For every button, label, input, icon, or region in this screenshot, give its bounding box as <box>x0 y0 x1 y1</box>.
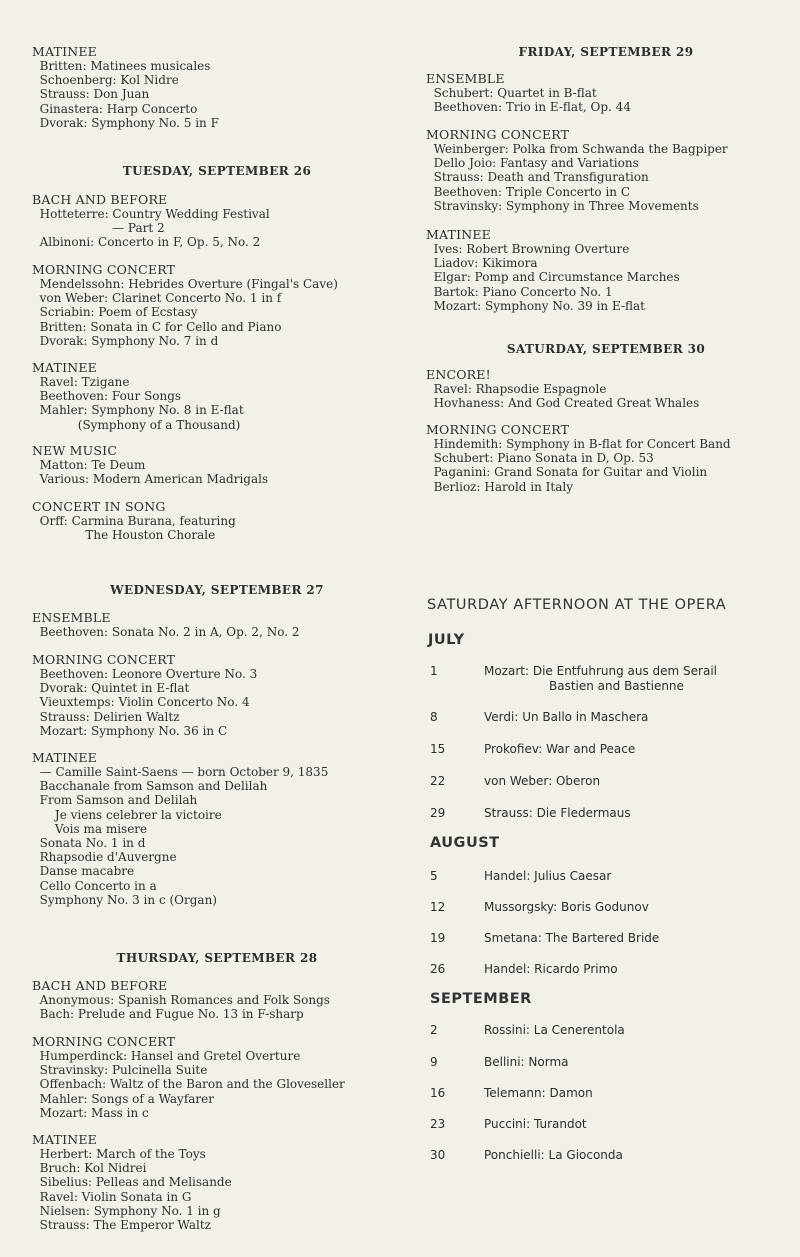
program-item: Mendelssohn: Hebrides Overture (Fingal's Cave) <box>32 277 338 291</box>
section-heading: MORNING CONCERT <box>32 652 176 667</box>
section-heading: MATINEE <box>32 750 98 765</box>
program-item: Schubert: Quartet in B-flat <box>426 86 597 100</box>
program-item: Bartok: Piano Concerto No. 1 <box>426 284 613 299</box>
program-item: Humperdinck: Hansel and Gretel Overture <box>32 1049 301 1063</box>
program-item: Britten: Matinees musicales <box>32 59 211 73</box>
program-item: Ravel: Tzigane <box>32 375 130 389</box>
program-item: Berlioz: Harold in Italy <box>426 479 573 494</box>
program-section <box>32 444 402 486</box>
program-item: Ravel: Violin Sonata in G <box>32 1189 192 1204</box>
program-item: Bach: Prelude and Fugue No. 13 in F-sharp <box>32 1007 304 1022</box>
program-section <box>32 1035 402 1120</box>
program-item: Cello Concerto in a <box>32 878 157 893</box>
broadcast-date: 30 <box>430 1148 446 1162</box>
program-item: Beethoven: Sonata No. 2 in A, Op. 2, No. 2 <box>32 625 300 639</box>
program-section <box>32 193 402 250</box>
section-heading: MATINEE <box>32 44 98 59</box>
opera-work-secondary: Bastien and Bastienne <box>549 679 684 693</box>
month-heading: SEPTEMBER <box>430 991 532 1007</box>
program-section <box>32 611 402 639</box>
program-item: Britten: Sonata in C for Cello and Piano <box>32 319 282 334</box>
section-heading: ENSEMBLE <box>426 71 505 86</box>
opera-work: Strauss: Die Fledermaus <box>484 806 631 820</box>
broadcast-date: 19 <box>430 931 446 945</box>
broadcast-date: 1 <box>430 664 438 678</box>
opera-work: Handel: Ricardo Primo <box>484 962 618 976</box>
section-heading: MORNING CONCERT <box>32 262 176 277</box>
program-item: Symphony No. 3 in c (Organ) <box>32 892 217 907</box>
program-item: Beethoven: Trio in E-flat, Op. 44 <box>426 100 631 115</box>
program-item: Stravinsky: Pulcinella Suite <box>32 1063 208 1078</box>
program-item: Mahler: Songs of a Wayfarer <box>32 1091 215 1106</box>
program-item: Sonata No. 1 in d <box>32 836 146 851</box>
program-item: Dello Joio: Fantasy and Variations <box>426 156 639 171</box>
program-item: Strauss: Delirien Waltz <box>32 709 180 724</box>
program-item: Elgar: Pomp and Circumstance Marches <box>426 270 680 285</box>
opera-work: von Weber: Oberon <box>484 774 601 788</box>
program-item: Schubert: Piano Sonata in D, Op. 53 <box>426 451 654 466</box>
section-heading: MORNING CONCERT <box>32 1034 176 1049</box>
month-heading: AUGUST <box>430 835 500 851</box>
broadcast-date: 16 <box>430 1086 446 1100</box>
opera-title: SATURDAY AFTERNOON AT THE OPERA <box>427 597 727 613</box>
program-section <box>32 500 402 542</box>
opera-work: Mozart: Die Entfuhrung aus dem Serail <box>484 664 718 678</box>
broadcast-date: 26 <box>430 962 446 976</box>
section-heading: CONCERT IN SONG <box>32 499 166 514</box>
program-section <box>426 368 786 410</box>
program-item: Mozart: Symphony No. 39 in E-flat <box>426 298 645 313</box>
program-item: Je viens celebrer la victoire <box>32 807 222 822</box>
program-item: Dvorak: Symphony No. 5 in F <box>32 115 219 130</box>
section-heading: MORNING CONCERT <box>426 422 570 437</box>
program-item: Strauss: Don Juan <box>32 87 150 102</box>
program-section <box>32 361 402 432</box>
section-heading: MATINEE <box>32 360 98 375</box>
program-section <box>426 423 786 494</box>
opera-work: Handel: Julius Caesar <box>484 869 612 883</box>
program-item: Vois ma misere <box>32 821 148 836</box>
program-section <box>32 45 402 130</box>
program-item: Ives: Robert Browning Overture <box>426 242 630 256</box>
section-heading: MATINEE <box>32 1132 98 1147</box>
opera-work: Rossini: La Cenerentola <box>484 1023 625 1037</box>
program-item: — Part 2 <box>32 221 165 236</box>
program-item: Schoenberg: Kol Nidre <box>32 73 179 88</box>
program-item: Various: Modern American Madrigals <box>32 472 269 487</box>
section-heading: BACH AND BEFORE <box>32 978 168 993</box>
program-section <box>32 751 402 907</box>
broadcast-date: 22 <box>430 774 446 788</box>
program-section <box>32 263 402 348</box>
program-item: Beethoven: Triple Concerto in C <box>426 184 631 199</box>
program-section <box>426 128 786 213</box>
program-item: Hotteterre: Country Wedding Festival <box>32 207 270 221</box>
program-item: von Weber: Clarinet Concerto No. 1 in f <box>32 291 282 306</box>
program-item: Strauss: The Emperor Waltz <box>32 1218 211 1233</box>
broadcast-date: 12 <box>430 900 446 914</box>
broadcast-date: 5 <box>430 869 438 883</box>
program-item: (Symphony of a Thousand) <box>32 417 241 432</box>
opera-work: Mussorgsky: Boris Godunov <box>484 900 649 914</box>
opera-work: Bellini: Norma <box>484 1055 569 1069</box>
program-item: Beethoven: Leonore Overture No. 3 <box>32 667 258 681</box>
program-item: Hovhaness: And God Created Great Whales <box>426 396 700 411</box>
program-item: Albinoni: Concerto in F, Op. 5, No. 2 <box>32 235 261 250</box>
program-section <box>32 653 402 738</box>
opera-work: Prokofiev: War and Peace <box>484 742 636 756</box>
program-item: Stravinsky: Symphony in Three Movements <box>426 198 699 213</box>
program-item: Liadov: Kikimora <box>426 256 538 271</box>
opera-work: Ponchielli: La Gioconda <box>484 1148 623 1162</box>
program-item: Hindemith: Symphony in B-flat for Concert Band <box>426 437 731 451</box>
program-item: Strauss: Death and Transfiguration <box>426 170 649 185</box>
program-item: Nielsen: Symphony No. 1 in g <box>32 1203 221 1218</box>
program-item: Rhapsodie d'Auvergne <box>32 850 177 865</box>
program-item: From Samson and Delilah <box>32 793 198 808</box>
program-item: Scriabin: Poem of Ecstasy <box>32 305 198 320</box>
section-heading: MATINEE <box>426 227 492 242</box>
program-item: Orff: Carmina Burana, featuring <box>32 514 236 528</box>
program-item: Mozart: Mass in c <box>32 1105 149 1120</box>
day-heading: SATURDAY, SEPTEMBER 30 <box>506 342 706 356</box>
program-item: Herbert: March of the Toys <box>32 1147 206 1161</box>
program-item: Anonymous: Spanish Romances and Folk Songs <box>32 993 330 1007</box>
section-heading: BACH AND BEFORE <box>32 192 168 207</box>
opera-work: Verdi: Un Ballo in Maschera <box>484 710 649 724</box>
program-item: Vieuxtemps: Violin Concerto No. 4 <box>32 695 250 710</box>
broadcast-date: 2 <box>430 1023 438 1037</box>
broadcast-date: 9 <box>430 1055 438 1069</box>
day-heading: TUESDAY, SEPTEMBER 26 <box>122 164 312 178</box>
program-item: Matton: Te Deum <box>32 458 146 472</box>
program-item: Ginastera: Harp Concerto <box>32 101 198 116</box>
program-item: Mahler: Symphony No. 8 in E-flat <box>32 403 244 418</box>
program-item: Bruch: Kol Nidrei <box>32 1161 147 1176</box>
program-item: Sibelius: Pelleas and Melisande <box>32 1175 232 1190</box>
section-heading: ENSEMBLE <box>32 610 111 625</box>
program-item: Beethoven: Four Songs <box>32 389 182 404</box>
program-section <box>426 228 786 313</box>
broadcast-date: 15 <box>430 742 446 756</box>
section-heading: ENCORE! <box>426 367 491 382</box>
broadcast-date: 29 <box>430 806 446 820</box>
day-heading: FRIDAY, SEPTEMBER 29 <box>518 45 694 59</box>
day-heading: WEDNESDAY, SEPTEMBER 27 <box>110 583 324 597</box>
opera-work: Puccini: Turandot <box>484 1117 587 1131</box>
opera-work: Telemann: Damon <box>484 1086 593 1100</box>
program-item: Paganini: Grand Sonata for Guitar and Violin <box>426 465 708 480</box>
program-item: Mozart: Symphony No. 36 in C <box>32 723 228 738</box>
section-heading: MORNING CONCERT <box>426 127 570 142</box>
program-item: Dvorak: Quintet in E-flat <box>32 681 190 696</box>
program-item: The Houston Chorale <box>32 528 216 543</box>
program-item: Ravel: Rhapsodie Espagnole <box>426 382 607 396</box>
program-item: Weinberger: Polka from Schwanda the Bagpiper <box>426 142 728 156</box>
program-item: Danse macabre <box>32 864 135 879</box>
program-section <box>426 72 786 114</box>
opera-work: Smetana: The Bartered Bride <box>484 931 660 945</box>
day-heading: THURSDAY, SEPTEMBER 28 <box>116 951 318 965</box>
program-item: — Camille Saint-Saens — born October 9, 1835 <box>32 765 329 779</box>
broadcast-date: 23 <box>430 1117 446 1131</box>
program-item: Offenbach: Waltz of the Baron and the Gloveseller <box>32 1077 345 1092</box>
program-item: Dvorak: Symphony No. 7 in d <box>32 333 219 348</box>
program-section <box>32 979 402 1021</box>
section-heading: NEW MUSIC <box>32 443 118 458</box>
program-section <box>32 1133 402 1232</box>
program-item: Bacchanale from Samson and Delilah <box>32 779 268 794</box>
broadcast-date: 8 <box>430 710 438 724</box>
month-heading: JULY <box>428 632 465 648</box>
